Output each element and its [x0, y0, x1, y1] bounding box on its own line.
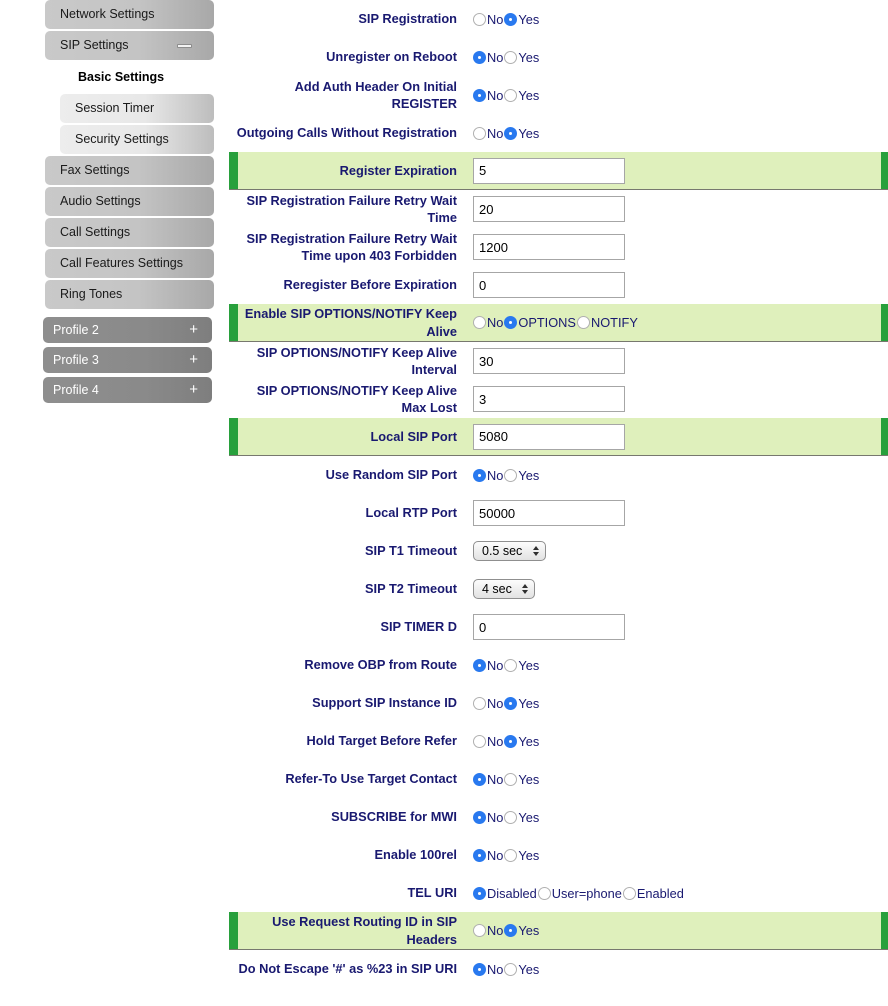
field-control-sip-registration: [469, 12, 888, 27]
radio-label-yes[interactable]: Yes: [518, 695, 540, 711]
radio-label-no[interactable]: No: [487, 467, 504, 483]
radio-group-sip-registration: [473, 12, 540, 27]
radio-unregister-on-reboot-yes[interactable]: [504, 51, 517, 64]
field-label-sip-timer-d: SIP TIMER D: [380, 619, 457, 635]
field-label-do-not-escape-as-23-in-sip-uri: Do Not Escape '#' as %23 in SIP URI: [238, 961, 457, 977]
field-label-sip-options-notify-keep-alive-interval: SIP OPTIONS/NOTIFY Keep Alive Interval: [256, 344, 457, 377]
radio-label-options[interactable]: OPTIONS: [518, 315, 576, 330]
sidebar-item-security-settings[interactable]: [60, 125, 214, 154]
radio-group-add-auth-header-on-initial-register: [473, 88, 540, 103]
radio-option-yes: [504, 126, 540, 141]
field-label-sip-t1-timeout: SIP T1 Timeout: [365, 543, 457, 559]
radio-refer-to-use-target-contact-no[interactable]: [473, 773, 486, 786]
radio-option-yes: [504, 810, 540, 825]
radio-option-no: [473, 696, 504, 711]
radio-option-yes: [504, 12, 540, 27]
radio-option-disabled: [473, 886, 538, 901]
sidebar-item-label: SIP Settings: [60, 38, 129, 52]
field-label-enable-100rel: Enable 100rel: [374, 847, 457, 863]
radio-support-sip-instance-id-yes[interactable]: [504, 697, 517, 710]
field-control-register-expiration: [469, 158, 888, 184]
radio-label-yes[interactable]: Yes: [518, 11, 540, 27]
radio-option-yes: [504, 468, 540, 483]
form-row-subscribe-for-mwi: [229, 798, 888, 836]
input-reregister-before-expiration[interactable]: [473, 272, 625, 298]
radio-option-yes: [504, 88, 540, 103]
radio-option-yes: [504, 734, 540, 749]
radio-label-no[interactable]: No: [487, 657, 504, 673]
radio-label-no[interactable]: No: [487, 87, 504, 103]
radio-option-no: [473, 12, 504, 27]
form-row-refer-to-use-target-contact: [229, 760, 888, 798]
field-label-enable-sip-options-notify-keep-alive: Enable SIP OPTIONS/NOTIFY Keep Alive: [244, 306, 457, 339]
radio-label-notify[interactable]: NOTIFY: [590, 315, 638, 330]
field-control-use-random-sip-port: [469, 468, 888, 483]
radio-label-yes[interactable]: Yes: [518, 87, 540, 103]
radio-label-no[interactable]: No: [487, 771, 504, 787]
input-sip-registration-failure-retry-wait-time[interactable]: [473, 196, 625, 222]
sidebar-item-profile-2[interactable]: [43, 317, 212, 343]
select-wrapper-sip-t1-timeout: [473, 541, 546, 561]
radio-label-no[interactable]: No: [487, 733, 504, 749]
radio-option-yes: [504, 50, 540, 65]
radio-label-no[interactable]: No: [487, 961, 504, 977]
field-control-sip-timer-d: [469, 614, 888, 640]
radio-option-no: [473, 50, 504, 65]
radio-option-options: [504, 315, 577, 330]
radio-label-no[interactable]: No: [487, 315, 504, 330]
field-label-sip-registration-failure-retry-wait-time-upon-403-forbidden: SIP Registration Failure Retry Wait Time upon 403 Forbidden: [246, 230, 457, 263]
form-row-use-random-sip-port: [229, 456, 888, 494]
radio-enable-sip-options-notify-keep-alive-options[interactable]: [504, 316, 517, 329]
form-row-register-expiration: [229, 152, 888, 190]
sidebar-item-network-settings[interactable]: [45, 0, 214, 29]
field-label-sip-registration: SIP Registration: [358, 11, 457, 27]
radio-label-no[interactable]: No: [487, 11, 504, 27]
field-label-sip-options-notify-keep-alive-max-lost: SIP OPTIONS/NOTIFY Keep Alive Max Lost: [256, 382, 457, 415]
field-control-enable-sip-options-notify-keep-alive: [469, 315, 888, 330]
sidebar-item-call-features-settings[interactable]: [45, 249, 214, 278]
field-label-outgoing-calls-without-registration: Outgoing Calls Without Registration: [236, 125, 457, 141]
radio-label-no[interactable]: No: [487, 809, 504, 825]
radio-option-no: [473, 88, 504, 103]
radio-outgoing-calls-without-registration-yes[interactable]: [504, 127, 517, 140]
form-row-local-rtp-port: [229, 494, 888, 532]
radio-tel-uri-disabled[interactable]: [473, 887, 486, 900]
sidebar-item-basic-settings: [60, 62, 214, 92]
form-row-local-sip-port: [229, 418, 888, 456]
radio-enable-100rel-no[interactable]: [473, 849, 486, 862]
radio-remove-obp-from-route-yes[interactable]: [504, 659, 517, 672]
radio-group-outgoing-calls-without-registration: [473, 126, 540, 141]
field-control-sip-t2-timeout: [469, 579, 888, 599]
field-label-sip-registration-failure-retry-wait-time: SIP Registration Failure Retry Wait Time: [246, 192, 457, 225]
sidebar-item-profile-4[interactable]: [43, 377, 212, 403]
radio-option-notify: [577, 315, 639, 330]
sidebar-navigation: [0, 0, 226, 407]
field-control-sip-options-notify-keep-alive-max-lost: [469, 386, 888, 412]
radio-enable-100rel-yes[interactable]: [504, 849, 517, 862]
form-row-add-auth-header-on-initial-register: [229, 76, 888, 114]
radio-tel-uri-user-phone[interactable]: [538, 887, 551, 900]
radio-option-no: [473, 468, 504, 483]
radio-remove-obp-from-route-no[interactable]: [473, 659, 486, 672]
radio-group-use-random-sip-port: [473, 468, 540, 483]
sidebar-item-label: Network Settings: [60, 7, 155, 21]
radio-refer-to-use-target-contact-yes[interactable]: [504, 773, 517, 786]
field-label-local-sip-port: Local SIP Port: [370, 428, 457, 444]
sidebar-item-ring-tones[interactable]: [45, 280, 214, 309]
sidebar-item-call-settings[interactable]: [45, 218, 214, 247]
input-sip-registration-failure-retry-wait-time-upon-403-forbidden[interactable]: [473, 234, 625, 260]
radio-do-not-escape-as-23-in-sip-uri-no[interactable]: [473, 963, 486, 976]
radio-option-enabled: [623, 886, 685, 901]
radio-subscribe-for-mwi-no[interactable]: [473, 811, 486, 824]
sidebar-item-fax-settings[interactable]: [45, 156, 214, 185]
sidebar-item-profile-3[interactable]: [43, 347, 212, 373]
radio-option-no: [473, 315, 504, 330]
radio-group-enable-sip-options-notify-keep-alive: [473, 315, 639, 330]
form-row-support-sip-instance-id: [229, 684, 888, 722]
radio-label-yes[interactable]: Yes: [518, 125, 540, 141]
field-label-use-request-routing-id-in-sip-headers: Use Request Routing ID in SIP Headers: [272, 914, 457, 947]
plus-icon[interactable]: +: [189, 321, 198, 338]
field-label-remove-obp-from-route: Remove OBP from Route: [304, 657, 457, 673]
form-row-sip-registration-failure-retry-wait-time: [229, 190, 888, 228]
sidebar-item-label: Profile 4: [53, 383, 99, 397]
radio-unregister-on-reboot-no[interactable]: [473, 51, 486, 64]
plus-icon[interactable]: +: [189, 351, 198, 368]
field-label-use-random-sip-port: Use Random SIP Port: [325, 467, 457, 483]
radio-label-yes[interactable]: Yes: [518, 771, 540, 787]
field-control-sip-registration-failure-retry-wait-time-upon-403-forbidden: [469, 234, 888, 260]
radio-label-yes[interactable]: Yes: [518, 49, 540, 65]
radio-label-yes[interactable]: Yes: [518, 923, 540, 938]
radio-option-no: [473, 126, 504, 141]
radio-sip-registration-yes[interactable]: [504, 13, 517, 26]
field-control-sip-t1-timeout: [469, 541, 888, 561]
radio-group-do-not-escape-as-23-in-sip-uri: [473, 962, 540, 977]
sidebar-item-label: Basic Settings: [78, 70, 165, 84]
field-control-remove-obp-from-route: [469, 658, 888, 673]
field-control-unregister-on-reboot: [469, 50, 888, 65]
sidebar-item-session-timer[interactable]: [60, 94, 214, 123]
input-local-rtp-port[interactable]: [473, 500, 625, 526]
radio-label-yes[interactable]: Yes: [518, 847, 540, 863]
radio-group-unregister-on-reboot: [473, 50, 540, 65]
field-control-reregister-before-expiration: [469, 272, 888, 298]
radio-label-user-phone[interactable]: User=phone: [551, 885, 622, 901]
radio-option-no: [473, 658, 504, 673]
radio-option-no: [473, 734, 504, 749]
radio-enable-sip-options-notify-keep-alive-no[interactable]: [473, 316, 486, 329]
radio-label-no[interactable]: No: [487, 847, 504, 863]
radio-option-yes: [504, 962, 540, 977]
field-control-enable-100rel: [469, 848, 888, 863]
form-row-unregister-on-reboot: [229, 38, 888, 76]
field-control-sip-options-notify-keep-alive-interval: [469, 348, 888, 374]
radio-label-no[interactable]: No: [487, 695, 504, 711]
form-row-sip-options-notify-keep-alive-max-lost: [229, 380, 888, 418]
radio-option-yes: [504, 923, 540, 938]
field-control-outgoing-calls-without-registration: [469, 126, 888, 141]
sip-basic-settings-form: [229, 0, 888, 988]
radio-label-disabled[interactable]: Disabled: [487, 885, 537, 901]
sidebar-item-label: Call Settings: [60, 225, 131, 239]
field-label-sip-t2-timeout: SIP T2 Timeout: [365, 581, 457, 597]
radio-hold-target-before-refer-yes[interactable]: [504, 735, 517, 748]
radio-add-auth-header-on-initial-register-yes[interactable]: [504, 89, 517, 102]
input-sip-options-notify-keep-alive-max-lost[interactable]: [473, 386, 625, 412]
radio-option-no: [473, 848, 504, 863]
field-label-hold-target-before-refer: Hold Target Before Refer: [306, 733, 457, 749]
radio-use-request-routing-id-in-sip-headers-no[interactable]: [473, 924, 486, 937]
form-row-tel-uri: [229, 874, 888, 912]
radio-group-hold-target-before-refer: [473, 734, 540, 749]
field-label-subscribe-for-mwi: SUBSCRIBE for MWI: [331, 809, 457, 825]
field-control-add-auth-header-on-initial-register: [469, 88, 888, 103]
radio-label-no[interactable]: No: [487, 923, 504, 938]
field-control-local-sip-port: [469, 424, 888, 450]
field-control-hold-target-before-refer: [469, 734, 888, 749]
radio-option-no: [473, 772, 504, 787]
sidebar-item-label: Session Timer: [75, 101, 155, 115]
form-row-sip-registration-failure-retry-wait-time-upon-403-forbidden: [229, 228, 888, 266]
sidebar-item-audio-settings[interactable]: [45, 187, 214, 216]
input-sip-timer-d[interactable]: [473, 614, 625, 640]
field-control-sip-registration-failure-retry-wait-time: [469, 196, 888, 222]
form-row-use-request-routing-id-in-sip-headers: [229, 912, 888, 950]
field-label-support-sip-instance-id: Support SIP Instance ID: [312, 695, 457, 711]
sidebar-item-label: Security Settings: [75, 132, 169, 146]
minus-icon[interactable]: [177, 44, 192, 48]
radio-enable-sip-options-notify-keep-alive-notify[interactable]: [577, 316, 590, 329]
radio-group-subscribe-for-mwi: [473, 810, 540, 825]
field-control-support-sip-instance-id: [469, 696, 888, 711]
radio-hold-target-before-refer-no[interactable]: [473, 735, 486, 748]
field-control-tel-uri: [469, 886, 888, 901]
form-row-sip-t1-timeout: [229, 532, 888, 570]
radio-use-random-sip-port-no[interactable]: [473, 469, 486, 482]
radio-label-no[interactable]: No: [487, 49, 504, 65]
input-local-sip-port[interactable]: [473, 424, 625, 450]
field-control-do-not-escape-as-23-in-sip-uri: [469, 962, 888, 977]
field-label-reregister-before-expiration: Reregister Before Expiration: [283, 277, 457, 293]
field-control-use-request-routing-id-in-sip-headers: [469, 923, 888, 938]
field-label-tel-uri: TEL URI: [407, 885, 457, 901]
form-row-enable-100rel: [229, 836, 888, 874]
radio-subscribe-for-mwi-yes[interactable]: [504, 811, 517, 824]
form-row-reregister-before-expiration: [229, 266, 888, 304]
field-label-refer-to-use-target-contact: Refer-To Use Target Contact: [285, 771, 457, 787]
radio-tel-uri-enabled[interactable]: [623, 887, 636, 900]
radio-option-yes: [504, 848, 540, 863]
sidebar-item-label: Audio Settings: [60, 194, 141, 208]
radio-option-yes: [504, 658, 540, 673]
form-row-remove-obp-from-route: [229, 646, 888, 684]
field-control-refer-to-use-target-contact: [469, 772, 888, 787]
form-row-sip-registration: [229, 0, 888, 38]
form-row-do-not-escape-as-23-in-sip-uri: [229, 950, 888, 988]
radio-label-yes[interactable]: Yes: [518, 733, 540, 749]
field-label-add-auth-header-on-initial-register: Add Auth Header On Initial REGISTER: [294, 78, 457, 111]
radio-add-auth-header-on-initial-register-no[interactable]: [473, 89, 486, 102]
select-sip-t2-timeout[interactable]: [473, 579, 535, 599]
form-row-sip-options-notify-keep-alive-interval: [229, 342, 888, 380]
field-control-local-rtp-port: [469, 500, 888, 526]
form-row-sip-t2-timeout: [229, 570, 888, 608]
sidebar-item-label: Profile 2: [53, 323, 99, 337]
radio-use-request-routing-id-in-sip-headers-yes[interactable]: [504, 924, 517, 937]
radio-option-no: [473, 810, 504, 825]
radio-group-tel-uri: [473, 886, 685, 901]
sidebar-item-label: Call Features Settings: [60, 256, 183, 270]
field-label-local-rtp-port: Local RTP Port: [365, 505, 457, 521]
input-register-expiration[interactable]: [473, 158, 625, 184]
sidebar-item-label: Fax Settings: [60, 163, 130, 177]
sidebar-item-label: Ring Tones: [60, 287, 123, 301]
radio-do-not-escape-as-23-in-sip-uri-yes[interactable]: [504, 963, 517, 976]
input-sip-options-notify-keep-alive-interval[interactable]: [473, 348, 625, 374]
radio-use-random-sip-port-yes[interactable]: [504, 469, 517, 482]
plus-icon[interactable]: +: [189, 381, 198, 398]
field-label-unregister-on-reboot: Unregister on Reboot: [326, 49, 457, 65]
radio-support-sip-instance-id-no[interactable]: [473, 697, 486, 710]
field-label-register-expiration: Register Expiration: [339, 162, 457, 178]
radio-group-use-request-routing-id-in-sip-headers: [473, 923, 540, 938]
radio-label-yes[interactable]: Yes: [518, 961, 540, 977]
radio-option-user-phone: [538, 886, 623, 901]
sidebar-item-label: Profile 3: [53, 353, 99, 367]
radio-group-support-sip-instance-id: [473, 696, 540, 711]
field-control-subscribe-for-mwi: [469, 810, 888, 825]
radio-option-no: [473, 962, 504, 977]
select-wrapper-sip-t2-timeout: [473, 579, 535, 599]
form-row-hold-target-before-refer: [229, 722, 888, 760]
radio-label-yes[interactable]: Yes: [518, 657, 540, 673]
radio-sip-registration-no[interactable]: [473, 13, 486, 26]
radio-option-yes: [504, 772, 540, 787]
form-row-enable-sip-options-notify-keep-alive: [229, 304, 888, 342]
select-sip-t1-timeout[interactable]: [473, 541, 546, 561]
radio-option-no: [473, 923, 504, 938]
sidebar-item-sip-settings[interactable]: [45, 31, 214, 60]
radio-label-no[interactable]: No: [487, 125, 504, 141]
radio-group-remove-obp-from-route: [473, 658, 540, 673]
radio-option-yes: [504, 696, 540, 711]
radio-group-enable-100rel: [473, 848, 540, 863]
radio-label-yes[interactable]: Yes: [518, 809, 540, 825]
form-row-sip-timer-d: [229, 608, 888, 646]
form-row-outgoing-calls-without-registration: [229, 114, 888, 152]
radio-label-yes[interactable]: Yes: [518, 467, 540, 483]
radio-group-refer-to-use-target-contact: [473, 772, 540, 787]
radio-outgoing-calls-without-registration-no[interactable]: [473, 127, 486, 140]
radio-label-enabled[interactable]: Enabled: [636, 885, 684, 901]
